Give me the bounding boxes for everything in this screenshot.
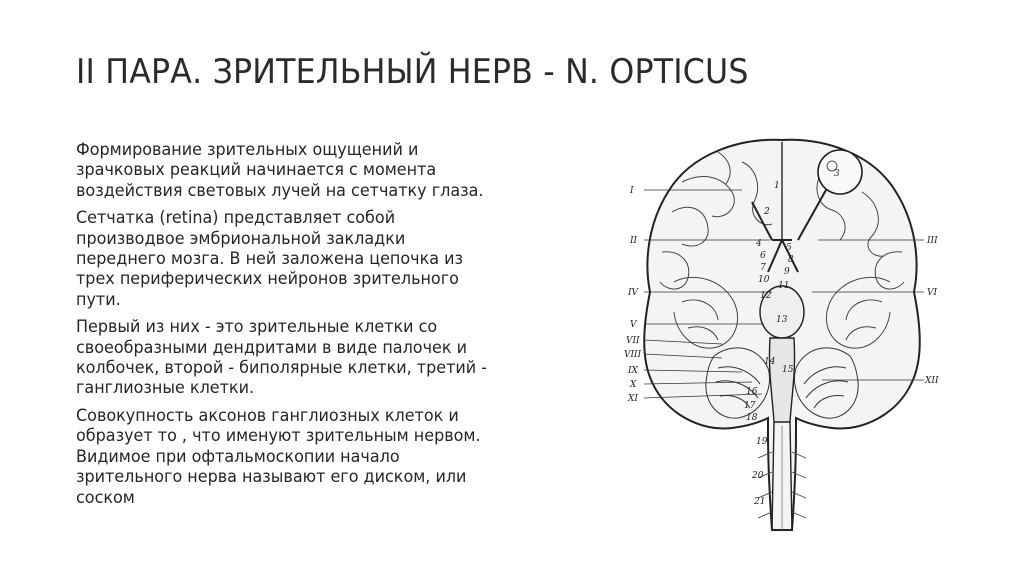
svg-text:6: 6 <box>760 251 766 261</box>
svg-text:II: II <box>630 236 638 246</box>
svg-text:13: 13 <box>776 315 788 325</box>
paragraph-1: Формирование зрительных ощущений и зрачковых реакций начинается с момента воздействия световых лучей на сетчатку глаза. <box>76 140 484 201</box>
svg-text:VIII: VIII <box>624 350 642 360</box>
svg-text:X: X <box>630 380 637 390</box>
svg-text:VI: VI <box>927 288 938 298</box>
brain-base-illustration <box>622 132 940 542</box>
svg-text:12: 12 <box>760 291 772 301</box>
svg-text:15: 15 <box>782 365 794 375</box>
svg-text:V: V <box>630 320 637 330</box>
svg-text:14: 14 <box>764 357 776 367</box>
svg-text:7: 7 <box>760 263 766 273</box>
paragraph-4: Совокупность аксонов ганглиозных клеток и образует то , что именуют зрительным нервом. Видимое при офтальмоскопии начало зрительного нерва называют его диском, или соском <box>76 405 481 508</box>
paragraph-2: Сетчатка (retina) представляет собой производвое эмбриональной закладки переднего мозга. В ней заложена цепочка из трех периферических нейронов зрительного пути. <box>76 208 464 310</box>
brain-diagram-svg <box>622 132 940 542</box>
svg-text:10: 10 <box>758 275 770 285</box>
svg-text:3: 3 <box>834 169 840 179</box>
svg-text:XII: XII <box>925 376 939 386</box>
svg-text:18: 18 <box>746 413 758 423</box>
svg-text:IX: IX <box>628 366 638 376</box>
svg-text:5: 5 <box>786 243 792 253</box>
svg-text:I: I <box>630 186 634 196</box>
svg-text:19: 19 <box>756 437 768 447</box>
paragraph-3: Первый из них - это зрительные клетки со своеобразными дендритами в виде палочек и колбочек, второй - биполярные клетки, третий - ганглиозные клетки. <box>76 317 488 399</box>
svg-text:20: 20 <box>752 471 764 481</box>
slide-title: II ПАРА. ЗРИТЕЛЬНЫЙ НЕРВ - N. OPTICUS <box>76 52 749 92</box>
svg-text:9: 9 <box>784 267 790 277</box>
svg-text:4: 4 <box>756 239 762 249</box>
svg-text:8: 8 <box>788 255 794 265</box>
svg-text:2: 2 <box>764 207 770 217</box>
svg-text:XI: XI <box>628 394 638 404</box>
body-text <box>76 140 616 515</box>
svg-text:1: 1 <box>774 181 780 191</box>
svg-text:17: 17 <box>744 401 756 411</box>
svg-text:16: 16 <box>746 387 758 397</box>
svg-text:III: III <box>927 236 938 246</box>
svg-text:IV: IV <box>628 288 639 298</box>
svg-text:21: 21 <box>754 497 766 507</box>
svg-text:VII: VII <box>626 336 640 346</box>
svg-text:11: 11 <box>778 281 790 291</box>
